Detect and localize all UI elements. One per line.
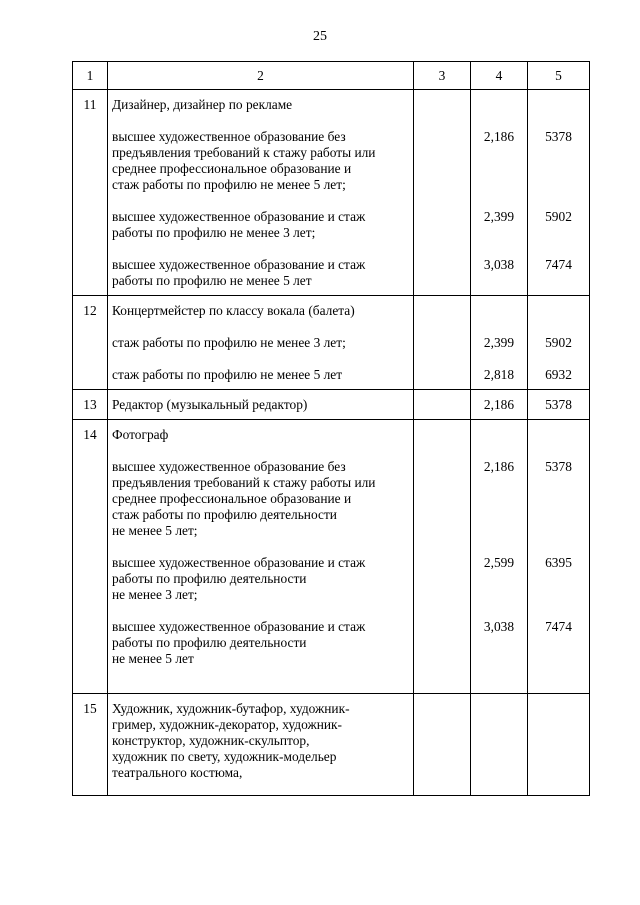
salary-value: 5378 [545, 129, 572, 144]
col3-cell [414, 390, 471, 420]
salary-cell [528, 694, 590, 796]
table-row [73, 694, 590, 796]
col3-cell [414, 694, 471, 796]
header-cell: 1 [73, 62, 108, 90]
salary-cell [528, 296, 590, 390]
row-number: 12 [73, 296, 108, 390]
row-number: 15 [73, 694, 108, 796]
col3-cell [414, 90, 471, 296]
coefficient-cell [471, 420, 528, 694]
requirement-item: высшее художественное образование и стаж работы по профилю не менее 3 лет; [112, 209, 366, 240]
row-description [108, 694, 414, 796]
salary-table [72, 61, 590, 796]
page-number: 25 [313, 29, 327, 44]
row-description [108, 390, 414, 420]
position-title: Дизайнер, дизайнер по рекламе [112, 97, 293, 112]
coefficient-value: 2,399 [483, 209, 515, 224]
table-row [73, 90, 590, 296]
coefficient-value: 2,599 [483, 555, 515, 570]
coefficient-cell [471, 296, 528, 390]
position-title: Фотограф [112, 427, 169, 442]
header-row [73, 62, 590, 90]
row-number: 11 [73, 90, 108, 296]
position-title: Концертмейстер по классу вокала (балета) [112, 303, 355, 318]
coefficient-value: 2,186 [483, 397, 515, 412]
salary-value: 5378 [545, 459, 572, 474]
salary-value: 5378 [545, 397, 572, 412]
salary-value: 5902 [545, 335, 572, 350]
salary-value: 6932 [545, 367, 572, 382]
coefficient-value: 2,186 [483, 129, 515, 144]
col3-cell [414, 420, 471, 694]
requirement-item: высшее художественное образование и стаж работы по профилю деятельности не менее 3 лет; [112, 555, 366, 602]
coefficient-cell [471, 694, 528, 796]
requirement-item: высшее художественное образование и стаж работы по профилю не менее 5 лет [112, 257, 366, 288]
salary-cell [528, 90, 590, 296]
salary-value: 7474 [545, 257, 572, 272]
requirement-item: высшее художественное образование и стаж работы по профилю деятельности не менее 5 лет [112, 619, 366, 666]
table-row [73, 296, 590, 390]
requirement-item: стаж работы по профилю не менее 3 лет; [112, 335, 346, 350]
salary-cell [528, 420, 590, 694]
table-row [73, 390, 590, 420]
coefficient-cell [471, 90, 528, 296]
coefficient-value: 3,038 [483, 257, 515, 272]
header-cell: 5 [528, 62, 590, 90]
coefficient-value: 2,186 [483, 459, 515, 474]
position-title: Редактор (музыкальный редактор) [112, 397, 308, 412]
table-row [73, 420, 590, 694]
coefficient-cell [471, 390, 528, 420]
salary-value: 6395 [545, 555, 572, 570]
requirement-item: высшее художественное образование без предъявления требований к стажу работы или среднее профессиональное образование и стаж работы по профилю деятельности не менее 5 лет; [112, 459, 376, 538]
requirement-item: стаж работы по профилю не менее 5 лет [112, 367, 343, 382]
header-cell: 2 [108, 62, 414, 90]
row-number: 13 [73, 390, 108, 420]
coefficient-value: 3,038 [483, 619, 515, 634]
salary-value: 7474 [545, 619, 572, 634]
row-number: 14 [73, 420, 108, 694]
coefficient-value: 2,399 [483, 335, 515, 350]
salary-value: 5902 [545, 209, 572, 224]
header-cell: 4 [471, 62, 528, 90]
requirement-item: высшее художественное образование без предъявления требований к стажу работы или среднее профессиональное образование и стаж работы по профилю не менее 5 лет; [112, 129, 376, 192]
header-cell: 3 [414, 62, 471, 90]
position-title: Художник, художник-бутафор, художник- гример, художник-декоратор, художник- конструктор, художник-скульптор, художник по свету, художник-модельер театрального костюма, [112, 701, 350, 780]
row-description [108, 90, 414, 296]
coefficient-value: 2,818 [483, 367, 515, 382]
col3-cell [414, 296, 471, 390]
row-description [108, 296, 414, 390]
salary-cell [528, 390, 590, 420]
row-description [108, 420, 414, 694]
